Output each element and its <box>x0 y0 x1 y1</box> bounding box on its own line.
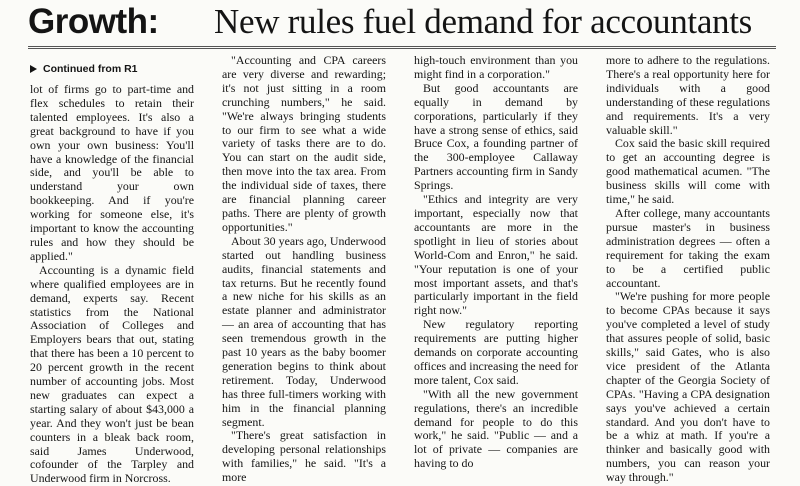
paragraph: "We're pushing for more people to become CPAs because it says you've completed a level of study that assures people of solid, basic skills," said Gates, who is also vice president of the Atlanta chapter of the Georgia Society of CPAs. "Having a CPA designation says you've achieved a certain standard. And you don't have to be a whiz at math. If you're a thinker and basically good with numbers, you can reason your way through." <box>606 289 770 485</box>
arrow-right-icon <box>30 65 37 73</box>
article-column-2 <box>222 53 386 485</box>
paragraph: Cox said the basic skill required to get an accounting degree is good mathematical acumen. "The business skills will come with time," he said. <box>606 136 770 207</box>
paragraph: "With all the new government regulations, there's an incredible demand for people to do this work," he said. "Public — and a lot of private — companies are having to do <box>414 386 578 471</box>
article-column-1 <box>30 62 194 486</box>
article-column-3 <box>414 53 578 471</box>
paragraph: After college, many accountants pursue master's in business administration degrees — often a requirement for taking the exam to be a certified public accountant. <box>606 205 770 290</box>
paragraph: Accounting is a dynamic field where qualified employees are in demand, experts say. Recent statistics from the National Association of Colleges and Employers bears that out, stating that there has been a 10 percent to 20 percent growth in the recent number of accounting jobs. Most new graduates can expect a starting salary of about $43,000 a year. And they won't just be bean counters in a bleak back room, said James Underwood, cofounder of the Tarpley and Underwood firm in Norcross. <box>30 262 194 486</box>
headline-main: New rules fuel demand for accountants <box>214 2 752 41</box>
continued-label: Continued from R1 <box>43 63 138 75</box>
headline-rule <box>28 46 776 47</box>
paragraph: New regulatory reporting requirements are putting higher demands on corporate accounting offices and increasing the need for more talent, Cox said. <box>414 317 578 387</box>
paragraph: "There's great satisfaction in developing personal relationships with families," he said. "It's a more <box>222 428 386 485</box>
paragraph: About 30 years ago, Underwood started out handling business audits, financial statements and tax returns. But he recently found a new niche for his skills as an estate planner and administrator — an area of accounting that has seen tremendous growth in the past 10 years as the baby boomer generation begins to think about retirement. Today, Underwood has three full-timers working with him in the financial planning segment. <box>222 233 386 429</box>
paragraph: But good accountants are equally in demand by corporations, particularly if they have a strong sense of ethics, said Bruce Cox, a founding partner of the 300-employee Callaway Partners accounting firm in Sandy Springs. <box>414 80 578 193</box>
headline <box>0 0 800 46</box>
paragraph: high-touch environment than you might find in a corporation." <box>414 53 578 81</box>
paragraph: more to adhere to the regulations. There's a real opportunity here for individuals with a good understanding of these regulations and requirements. It's a very valuable skill." <box>606 53 770 137</box>
paragraph: lot of firms go to part-time and flex schedules to retain their talented employees. It's also a great background to have if you own your own business: You'll have a knowledge of the financial side, and you'll be able to understand your own bookkeeping. And if you're working for someone else, it's important to know the accounting rules and how they should be applied." <box>30 82 194 263</box>
paragraph: "Ethics and integrity are very important, especially now that accountants are more in the spotlight in lieu of stories about World-Com and Enron," he said. "Your reputation is one of your most important assets, and that's particularly important in the field right now." <box>414 192 578 318</box>
continued-line <box>30 62 194 76</box>
headline-kicker: Growth: <box>28 2 159 41</box>
paragraph: "Accounting and CPA careers are very diverse and rewarding; it's not just sitting in a room crunching numbers," he said. "We're always bringing students to our firm to see what a wide variety of tasks there are to do. You can start on the audit side, then move into the tax area. From the individual side of taxes, there are financial planning career paths. There are plenty of growth opportunities." <box>222 53 386 234</box>
headline-rule-secondary <box>28 48 776 49</box>
article-column-4 <box>606 53 770 485</box>
